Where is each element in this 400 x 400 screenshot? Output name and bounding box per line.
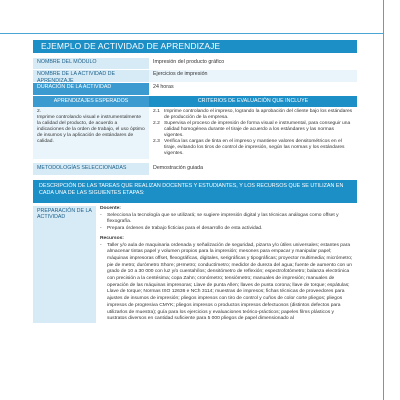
bullet-icon: - [100, 242, 102, 248]
info-value-duracion: 24 horas [153, 84, 174, 90]
criterio-number: 2.3 [153, 139, 160, 144]
descripcion-title: DESCRIPCIÓN DE LAS TAREAS QUE REALIZAN DOCENTES Y ESTUDIANTES, Y LOS RECURSOS QUE SE UTILIZAN EN CADA UNA DE LAS SIGUIENTES ETAPAS: [33, 180, 357, 203]
metodologias-value: Demostración guiada [153, 165, 204, 171]
criterio-text: Supervisa el proceso de impresión de forma visual e instrumental, para conseguir una calidad homogénea durante el tiraje de acuerdo a los estándares y las normas vigentes. [164, 121, 351, 138]
right-border-line [383, 0, 384, 400]
document-title: EJEMPLO DE ACTIVIDAD DE APRENDIZAJE [33, 40, 357, 53]
docente-item [100, 226, 353, 233]
preparacion-label: PREPARACIÓN DE LA ACTIVIDAD [33, 206, 96, 323]
aprendizaje-number: 2. [37, 109, 42, 114]
header-aprendizajes: APRENDIZAJES ESPERADOS [33, 96, 149, 107]
info-value-actividad: Ejercicios de impresión [149, 70, 357, 82]
bullet-icon: - [100, 226, 102, 232]
recursos-title: Recursos: [100, 235, 124, 241]
info-label-duracion: DURACIÓN DE LA ACTIVIDAD [33, 83, 149, 95]
metodologias-row [33, 163, 357, 175]
top-border-line [0, 33, 384, 34]
criterio-number: 2.1 [153, 109, 160, 114]
info-label-actividad: NOMBRE DE LA ACTIVIDAD DE APRENDIZAJE [33, 70, 149, 82]
info-label-modulo: NOMBRE DEL MÓDULO [33, 58, 149, 69]
info-value-modulo: Impresión del producto gráfico [153, 59, 225, 65]
info-row-actividad [33, 70, 357, 83]
criterio-item [153, 139, 353, 157]
recursos-text: Taller y/o aula de maquinaria ordenada y señalización de seguridad, pizarra y/o útiles universales; estantes para almacenar tintas papel y volumen propios para la impresión; mesones para empacar y manipular papel; máquinas impresoras offset, flexográficas, digitales, serigráficas y tipográficas; proyector multimedia; micrómetro; pie de metro; durómetro Shore; pHmetro; conductímetro; medidor de dureza del agua; fuente de aumento con un grado de 10 a 30 000 con luz y/o cuentahílos; densitómetro de reflexión; espectrofotómetro; balanza electrónica con precisión a la centésima; copa Zahn; cronómetro; tensiómetro; manuales de impresión; manuales de operación de las máquinas impresoras; Llave de punta Allen; llaves de punta corona; llave de torque; espátulas; Llave de torque; Normas ISO 12636 e NCh 3114; muestras de impresos; fichas técnicas de proveedores para ajustes de insumos de impresión; pliegos impresos con tiro de control y cuños de color corte pliegos; pliegos impresos de progresiva CMYK; pliegos impresos o productos impresos defectuosos (distintos defectos para utilizarlos de muestra); guía para los ejercicios y evaluaciones teórico-prácticos; papeles films plásticos y sustratos diversos en cantidad suficiente para 5 000 pliegos de papel dimensionado al [107, 242, 353, 322]
info-row-modulo [33, 58, 357, 70]
info-row-duracion [33, 83, 357, 96]
criterio-text: Verifica las cargas de tinta en el impreso y mantiene valores densitométricos en el tiraje, evitando los tiros de control de impresión, según las normas y los estándares vigentes. [164, 139, 345, 156]
docente-item [100, 213, 353, 226]
aprendizaje-text: Imprime controlando visual e instrumentalmente la calidad del producto, de acuerdo a indicaciones de la orden de trabajo, el uso óptimo de insumos y la aplicación de estándares de calidad. [37, 115, 145, 144]
criterio-item [153, 121, 353, 139]
header-criterios: CRITERIOS DE EVALUACIÓN QUE INCLUYE [149, 96, 357, 107]
recursos-item [100, 243, 353, 323]
table-header [33, 96, 357, 107]
preparacion-row [33, 206, 357, 323]
criterio-text: Imprime controlando el impreso, logrando la aprobación del cliente bajo los estándares de producción de la empresa. [164, 109, 353, 120]
docente-item-text: Selecciona la tecnología que se utilizará; se sugiere impresión digital y las técnicas análogas como offset y flexografía. [107, 212, 339, 225]
docente-title: Docente: [100, 206, 121, 211]
metodologias-label: METODOLOGÍAS SELECCIONADAS [33, 163, 149, 175]
docente-item-text: Prepara órdenes de trabajo ficticias para el desarrollo de esta actividad. [107, 226, 263, 232]
bullet-icon: - [100, 212, 102, 218]
criterio-item [153, 109, 353, 121]
activity-document [33, 40, 357, 323]
aprendizaje-cell [33, 107, 149, 159]
criterios-cell [149, 107, 357, 159]
preparacion-content [96, 206, 357, 323]
aprendizaje-criterios-row [33, 107, 357, 159]
criterio-number: 2.2 [153, 121, 160, 126]
